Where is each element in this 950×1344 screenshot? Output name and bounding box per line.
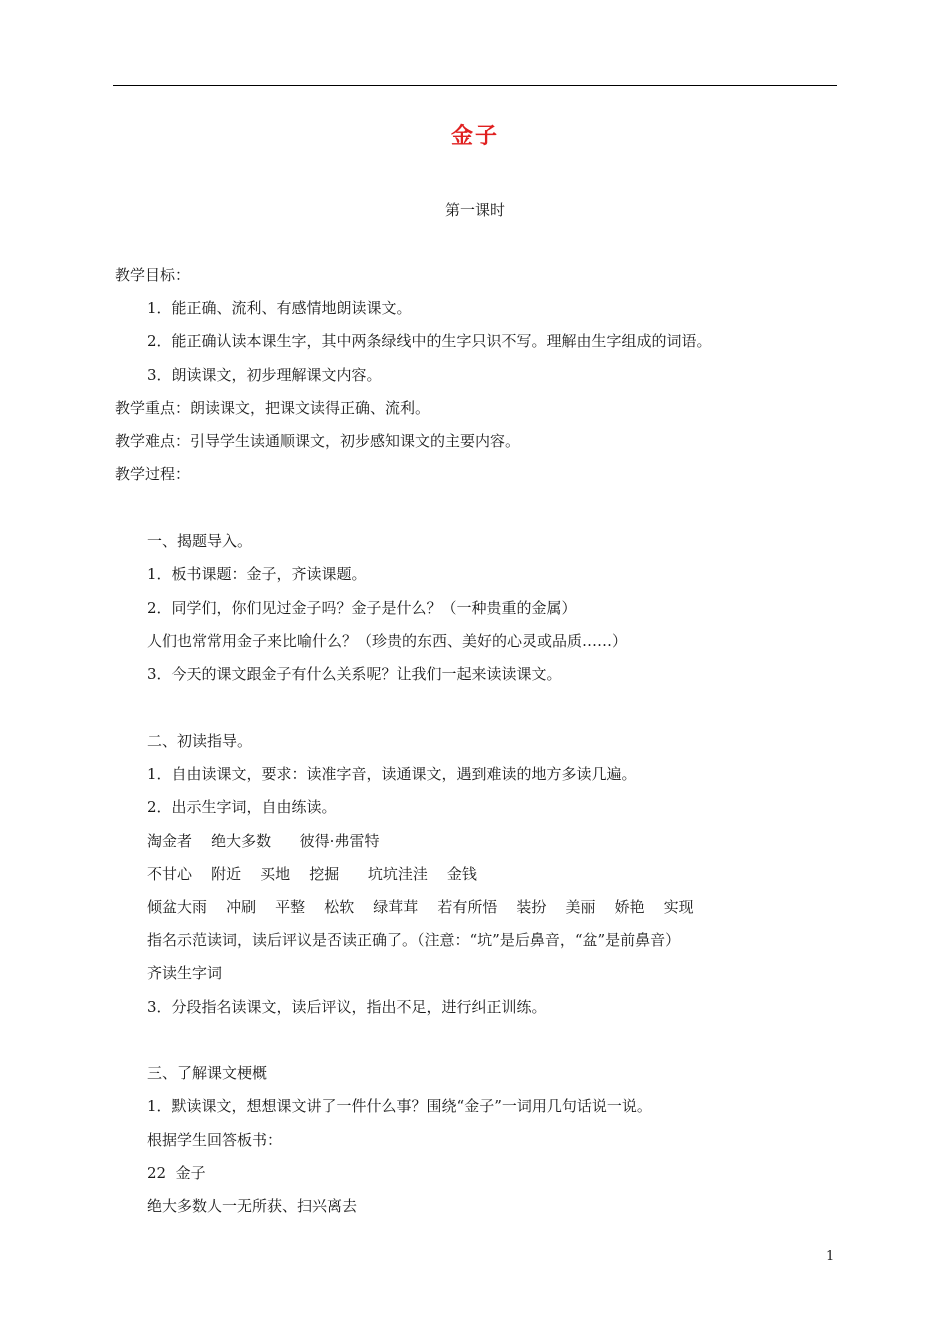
step-item: 指名示范读词，读后评议是否读正确了。（注意：“坑”是后鼻音，“盆”是前鼻音） bbox=[147, 931, 681, 949]
board-note: 绝大多数人一无所获、扫兴离去 bbox=[147, 1197, 358, 1215]
step-item: 2．出示生字词，自由练读。 bbox=[147, 798, 337, 816]
key-point: 教学重点：朗读课文，把课文读得正确、流利。 bbox=[115, 399, 431, 417]
step-item: 人们也常常用金子来比喻什么？（珍贵的东西、美好的心灵或品质……） bbox=[147, 632, 628, 650]
step-item: 3．分段指名读课文，读后评议，指出不足，进行纠正训练。 bbox=[147, 998, 547, 1016]
vocabulary-row: 不甘心 附近 买地 挖掘 坑坑洼洼 金钱 bbox=[147, 865, 477, 883]
vocabulary-row: 淘金者 绝大多数 彼得·弗雷特 bbox=[147, 832, 380, 850]
lesson-period: 第一课时 bbox=[444, 201, 505, 219]
step-item: 1．自由读课文，要求：读准字音，读通课文，遇到难读的地方多读几遍。 bbox=[147, 765, 637, 783]
section-heading: 教学目标： bbox=[115, 266, 191, 284]
step-item: 根据学生回答板书： bbox=[147, 1131, 283, 1149]
step-item: 1．板书课题：金子，齐读课题。 bbox=[147, 565, 367, 583]
header-rule bbox=[113, 85, 837, 86]
document-title: 金子 bbox=[450, 123, 499, 149]
step-item: 1．默读课文，想想课文讲了一件什么事？围绕“金子”一词用几句话说一说。 bbox=[147, 1097, 652, 1115]
step-item: 齐读生字词 bbox=[147, 964, 223, 982]
section-heading: 教学过程： bbox=[115, 465, 191, 483]
difficult-point: 教学难点：引导学生读通顺课文，初步感知课文的主要内容。 bbox=[115, 432, 521, 450]
step-item: 2．同学们，你们见过金子吗？金子是什么？（一种贵重的金属） bbox=[147, 599, 577, 617]
step-heading: 二、初读指导。 bbox=[147, 732, 253, 750]
step-item: 3．今天的课文跟金子有什么关系呢？让我们一起来读读课文。 bbox=[147, 665, 562, 683]
step-heading: 三、了解课文梗概 bbox=[147, 1064, 268, 1082]
board-note: 22 金子 bbox=[147, 1164, 206, 1182]
page-number: 1 bbox=[826, 1249, 835, 1264]
objective-item: 1．能正确、流利、有感情地朗读课文。 bbox=[147, 299, 412, 317]
vocabulary-row: 倾盆大雨 冲刷 平整 松软 绿茸茸 若有所悟 装扮 美丽 娇艳 实现 bbox=[147, 898, 694, 916]
objective-item: 3．朗读课文，初步理解课文内容。 bbox=[147, 366, 382, 384]
objective-item: 2．能正确认读本课生字，其中两条绿线中的生字只识不写。理解由生字组成的词语。 bbox=[147, 332, 712, 350]
step-heading: 一、揭题导入。 bbox=[147, 532, 253, 550]
